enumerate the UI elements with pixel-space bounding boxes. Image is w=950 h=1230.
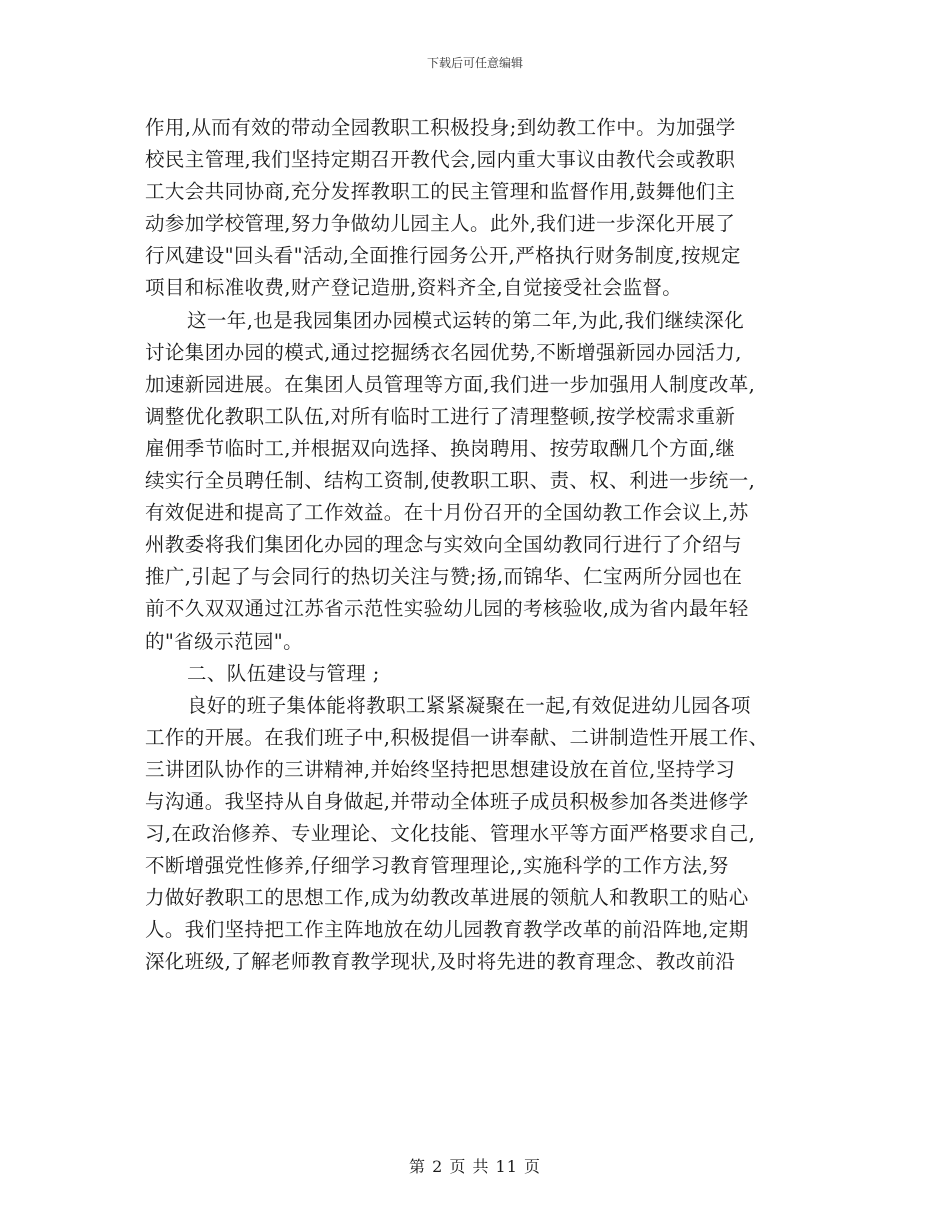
body-line: 与沟通。我坚持从自身做起,并带动全体班子成员积极参加各类进修学 <box>145 789 749 813</box>
body-line: 前不久双双通过江苏省示范性实验幼儿园的考核验收,成为省内最年轻 <box>145 597 749 621</box>
body-line: 的"省级示范园"。 <box>145 629 304 653</box>
body-line: 调整优化教职工队伍,对所有临时工进行了清理整顿,按学校需求重新 <box>145 404 736 428</box>
body-line: 有效促进和提高了工作效益。在十月份召开的全国幼教工作会议上,苏 <box>145 501 749 525</box>
paragraph-start-line: 这一年,也是我园集团办园模式运转的第二年,为此,我们继续深化 <box>187 308 745 332</box>
body-line: 加速新园进展。在集团人员管理等方面,我们进一步加强用人制度改革, <box>145 372 756 396</box>
body-line: 校民主管理,我们坚持定期召开教代会,园内重大事议由教代会或教职 <box>145 148 736 172</box>
body-line: 续实行全员聘任制、结构工资制,使教职工职、责、权、利进一步统一, <box>145 469 756 493</box>
body-line: 雇佣季节临时工,并根据双向选择、换岗聘用、按劳取酬几个方面,继 <box>145 436 736 460</box>
body-line: 工作的开展。在我们班子中,积极提倡一讲奉献、二讲制造性开展工作、 <box>145 725 769 749</box>
paragraph-start-line: 良好的班子集体能将教职工紧紧凝聚在一起,有效促进幼儿园各项 <box>187 693 751 717</box>
body-line: 习,在政治修养、专业理论、文化技能、管理水平等方面严格要求自己, <box>145 822 756 846</box>
document-body <box>145 112 820 979</box>
page-number-footer: 第 2 页 共 11 页 <box>409 1157 541 1176</box>
page-header-note: 下载后可任意编辑 <box>426 56 523 70</box>
body-line: 州教委将我们集团化办园的理念与实效向全国幼教同行进行了介绍与 <box>145 533 743 557</box>
body-line: 作用,从而有效的带动全园教职工积极投身;到幼教工作中。为加强学 <box>145 116 736 139</box>
body-line: 人。我们坚持把工作主阵地放在幼儿园教育教学改革的前沿阵地,定期 <box>145 918 749 942</box>
body-line: 力做好教职工的思想工作,成为幼教改革进展的领航人和教职工的贴心 <box>145 886 749 910</box>
body-line: 动参加学校管理,努力争做幼儿园主人。此外,我们进一步深化开展了 <box>145 212 736 236</box>
section-heading: 二、队伍建设与管理 ; <box>187 661 380 685</box>
body-line: 工大会共同协商,充分发挥教职工的民主管理和监督作用,鼓舞他们主 <box>145 180 736 204</box>
body-line: 项目和标准收费,财产登记造册,资料齐全,自觉接受社会监督。 <box>145 276 683 300</box>
body-line: 推广,引起了与会同行的热切关注与赞;扬,而锦华、仁宝两所分园也在 <box>145 565 743 589</box>
body-line: 不断增强党性修养,仔细学习教育管理理论,,实施科学的工作方法,努 <box>145 854 729 878</box>
body-line: 三讲团队协作的三讲精神,并始终坚持把思想建设放在首位,坚持学习 <box>145 757 736 781</box>
body-line: 讨论集团办园的模式,通过挖掘绣衣名园优势,不断增强新园办园活力, <box>145 340 742 364</box>
body-line: 深化班级,了解老师教育教学现状,及时将先进的教育理念、教改前沿 <box>145 950 736 974</box>
body-line: 行风建设"回头看"活动,全面推行园务公开,严格执行财务制度,按规定 <box>145 244 741 268</box>
